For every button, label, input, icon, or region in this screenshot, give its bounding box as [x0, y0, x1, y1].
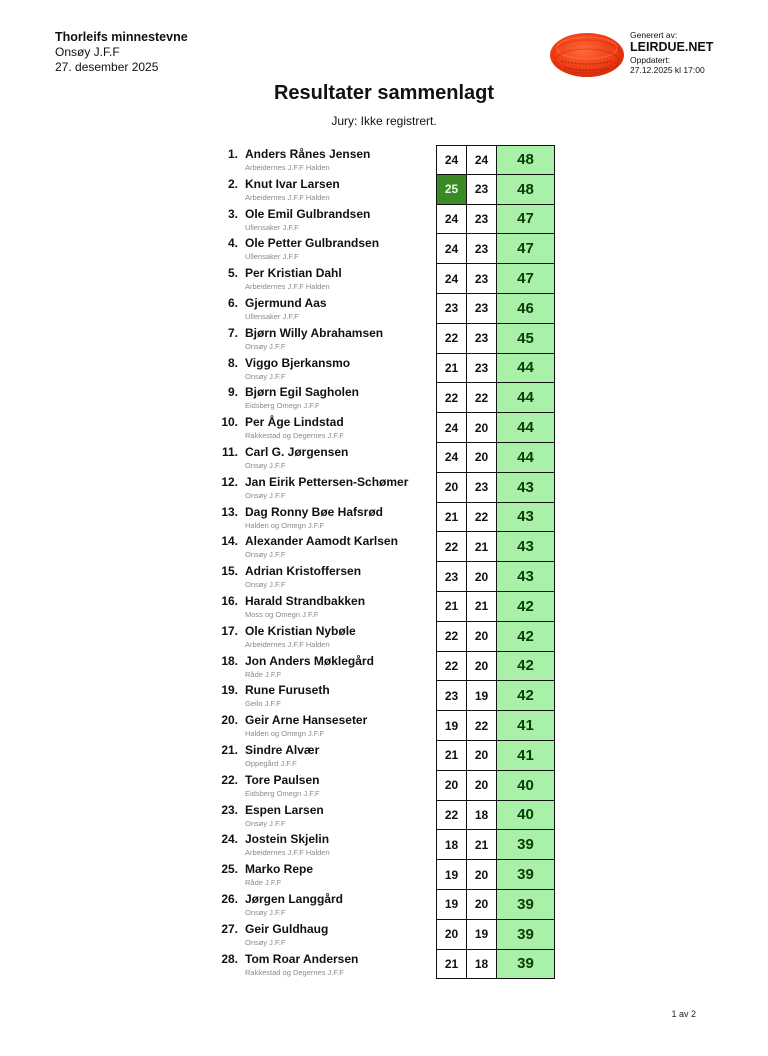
- event-header: [55, 30, 188, 75]
- shooter-name: Jostein Skjelin: [245, 832, 330, 847]
- score-cells: [436, 175, 555, 205]
- round-2-score: 23: [466, 264, 496, 294]
- shooter-name: Jon Anders Møklegård: [245, 653, 374, 668]
- total-score: 42: [496, 592, 555, 622]
- club-name: Rakkestad og Degernes J.F.F: [245, 967, 344, 977]
- rank: 8.: [227, 355, 238, 370]
- rank: 6.: [227, 295, 238, 310]
- round-2-score: 20: [466, 413, 496, 443]
- total-score: 39: [496, 890, 555, 920]
- round-2-score: 23: [466, 324, 496, 354]
- score-cells: [436, 771, 555, 801]
- shooter-name: Geir Guldhaug: [245, 921, 329, 936]
- score-cells: [436, 890, 555, 920]
- round-2-score: 20: [466, 860, 496, 890]
- total-score: 41: [496, 741, 555, 771]
- round-2-score: 18: [466, 950, 496, 980]
- rank: 24.: [221, 832, 238, 847]
- result-row: [216, 890, 556, 920]
- round-1-score: 25: [436, 175, 466, 205]
- club-name: Onsøy J.F.F: [245, 580, 286, 590]
- round-1-score: 21: [436, 503, 466, 533]
- rank: 5.: [227, 266, 238, 281]
- club-name: Arbeidernes J.F.F Halden: [245, 163, 330, 172]
- total-score: 43: [496, 562, 555, 592]
- round-2-score: 20: [466, 890, 496, 920]
- round-1-score: 20: [436, 771, 466, 801]
- generator-info: [630, 30, 713, 75]
- rank: 21.: [221, 742, 238, 757]
- shooter-name: Viggo Bjerkansmo: [245, 355, 351, 370]
- rank: 15.: [221, 564, 238, 579]
- round-2-score: 19: [466, 681, 496, 711]
- total-score: 47: [496, 264, 555, 294]
- event-date: 27. desember 2025: [55, 60, 159, 74]
- rank: 26.: [221, 891, 238, 906]
- club-name: Halden og Omegn J.F.F: [245, 729, 325, 739]
- round-1-score: 23: [436, 681, 466, 711]
- rank: 19.: [221, 683, 238, 698]
- club-name: Moss og Omegn J.F.F: [245, 609, 319, 619]
- total-score: 44: [496, 413, 555, 443]
- score-cells: [436, 830, 555, 860]
- round-1-score: 24: [436, 264, 466, 294]
- shooter-name: Harald Strandbakken: [245, 593, 366, 608]
- score-cells: [436, 711, 555, 741]
- rank: 25.: [221, 862, 238, 877]
- club-name: Arbeidernes J.F.F Halden: [245, 639, 330, 649]
- score-cells: [436, 205, 555, 235]
- score-cells: [436, 473, 555, 503]
- score-cells: [436, 264, 555, 294]
- club-name: Rakkestad og Degernes J.F.F: [245, 431, 344, 441]
- score-cells: [436, 652, 555, 682]
- result-row: [216, 324, 556, 354]
- shooter-name: Bjørn Egil Sagholen: [245, 385, 360, 400]
- rank: 13.: [221, 504, 238, 519]
- score-cells: [436, 950, 555, 980]
- total-score: 44: [496, 383, 555, 413]
- total-score: 39: [496, 920, 555, 950]
- result-row: [216, 950, 556, 980]
- club-name: Geilo J.F.F: [245, 699, 281, 709]
- shooter-name: Gjermund Aas: [245, 295, 327, 310]
- result-row: [216, 860, 556, 890]
- results-list: [216, 145, 556, 979]
- score-cells: [436, 443, 555, 473]
- result-row: [216, 205, 556, 235]
- club-name: Onsøy J.F.F: [245, 550, 286, 560]
- round-1-score: 23: [436, 294, 466, 324]
- club-name: Arbeidernes J.F.F Halden: [245, 192, 330, 202]
- result-row: [216, 443, 556, 473]
- club-name: Halden og Omegn J.F.F: [245, 520, 325, 530]
- score-cells: [436, 592, 555, 622]
- rank: 18.: [221, 653, 238, 668]
- shooter-name: Adrian Kristoffersen: [245, 564, 362, 579]
- score-cells: [436, 532, 555, 562]
- result-row: [216, 592, 556, 622]
- round-1-score: 22: [436, 622, 466, 652]
- result-row: [216, 741, 556, 771]
- round-1-score: 20: [436, 473, 466, 503]
- shooter-name: Jan Eirik Pettersen-Schømer: [245, 474, 409, 489]
- round-2-score: 23: [466, 294, 496, 324]
- round-1-score: 18: [436, 830, 466, 860]
- round-1-score: 24: [436, 413, 466, 443]
- shooter-name: Geir Arne Hanseseter: [245, 713, 368, 728]
- result-row: [216, 830, 556, 860]
- round-1-score: 21: [436, 354, 466, 384]
- round-2-score: 21: [466, 830, 496, 860]
- result-row: [216, 354, 556, 384]
- generated-by-label: Generert av:: [630, 30, 678, 40]
- score-cells: [436, 860, 555, 890]
- page-indicator: 1 av 2: [671, 1009, 696, 1019]
- clay-pigeon-logo-icon: [549, 31, 625, 79]
- shooter-name: Ole Kristian Nybøle: [245, 623, 356, 638]
- round-1-score: 24: [436, 443, 466, 473]
- shooter-name: Espen Larsen: [245, 802, 324, 817]
- result-row: [216, 145, 556, 175]
- club-name: Eidsberg Omegn J.F.F: [245, 788, 320, 798]
- round-2-score: 22: [466, 711, 496, 741]
- round-2-score: 20: [466, 652, 496, 682]
- shooter-name: Knut Ivar Larsen: [245, 176, 340, 191]
- club-name: Arbeidernes J.F.F Halden: [245, 282, 330, 292]
- result-row: [216, 920, 556, 950]
- shooter-name: Per Åge Lindstad: [245, 415, 344, 430]
- rank: 3.: [227, 206, 238, 221]
- round-1-score: 23: [436, 562, 466, 592]
- club-name: Onsøy J.F.F: [245, 341, 286, 351]
- total-score: 44: [496, 354, 555, 384]
- shooter-name: Alexander Aamodt Karlsen: [245, 534, 398, 549]
- score-cells: [436, 503, 555, 533]
- event-name: Thorleifs minnestevne: [55, 30, 188, 44]
- total-score: 39: [496, 950, 555, 980]
- updated-value: 27.12.2025 kl 17:00: [630, 65, 705, 75]
- rank: 17.: [221, 623, 238, 638]
- club-name: Onsøy J.F.F: [245, 490, 286, 500]
- round-2-score: 23: [466, 354, 496, 384]
- score-cells: [436, 920, 555, 950]
- club-name: Ullensaker J.F.F: [245, 222, 299, 232]
- rank: 11.: [221, 444, 238, 459]
- round-2-score: 20: [466, 622, 496, 652]
- round-1-score: 24: [436, 205, 466, 235]
- total-score: 45: [496, 324, 555, 354]
- result-row: [216, 175, 556, 205]
- rank: 10.: [221, 415, 238, 430]
- round-1-score: 19: [436, 711, 466, 741]
- club-name: Onsøy J.F.F: [245, 907, 286, 917]
- round-2-score: 21: [466, 532, 496, 562]
- round-1-score: 19: [436, 860, 466, 890]
- result-row: [216, 711, 556, 741]
- score-cells: [436, 383, 555, 413]
- round-2-score: 23: [466, 234, 496, 264]
- score-cells: [436, 741, 555, 771]
- rank: 7.: [227, 325, 238, 340]
- round-2-score: 20: [466, 741, 496, 771]
- score-cells: [436, 354, 555, 384]
- round-1-score: 24: [436, 145, 466, 175]
- round-2-score: 23: [466, 175, 496, 205]
- rank: 28.: [221, 951, 238, 966]
- shooter-name: Per Kristian Dahl: [245, 266, 342, 281]
- result-row: [216, 532, 556, 562]
- total-score: 43: [496, 503, 555, 533]
- total-score: 44: [496, 443, 555, 473]
- result-row: [216, 562, 556, 592]
- rank: 12.: [221, 474, 238, 489]
- rank: 16.: [221, 593, 238, 608]
- result-row: [216, 503, 556, 533]
- shooter-name: Dag Ronny Bøe Hafsrød: [245, 504, 384, 519]
- round-2-score: 23: [466, 473, 496, 503]
- rank: 20.: [221, 713, 238, 728]
- rank: 22.: [221, 772, 238, 787]
- rank: 14.: [221, 534, 238, 549]
- rank: 1.: [227, 147, 238, 161]
- club-name: Onsøy J.F.F: [245, 937, 286, 947]
- rank: 9.: [227, 385, 238, 400]
- score-cells: [436, 681, 555, 711]
- shooter-name: Sindre Alvær: [245, 742, 320, 757]
- score-cells: [436, 562, 555, 592]
- result-row: [216, 234, 556, 264]
- round-1-score: 21: [436, 950, 466, 980]
- score-cells: [436, 622, 555, 652]
- total-score: 47: [496, 234, 555, 264]
- round-2-score: 20: [466, 771, 496, 801]
- total-score: 47: [496, 205, 555, 235]
- total-score: 43: [496, 473, 555, 503]
- club-name: Arbeidernes J.F.F Halden: [245, 848, 330, 858]
- round-1-score: 22: [436, 383, 466, 413]
- score-cells: [436, 413, 555, 443]
- total-score: 40: [496, 801, 555, 831]
- shooter-name: Marko Repe: [245, 862, 314, 877]
- shooter-name: Rune Furuseth: [245, 683, 330, 698]
- club-name: Onsøy J.F.F: [245, 371, 286, 381]
- round-2-score: 22: [466, 383, 496, 413]
- result-row: [216, 264, 556, 294]
- round-1-score: 19: [436, 890, 466, 920]
- total-score: 41: [496, 711, 555, 741]
- round-1-score: 22: [436, 324, 466, 354]
- page-title: Resultater sammenlagt: [273, 82, 495, 104]
- round-1-score: 21: [436, 592, 466, 622]
- jury-info: Jury: Ikke registrert.: [331, 114, 437, 128]
- total-score: 48: [496, 145, 555, 175]
- result-row: [216, 681, 556, 711]
- result-row: [216, 771, 556, 801]
- shooter-name: Ole Emil Gulbrandsen: [245, 206, 371, 221]
- shooter-name: Tore Paulsen: [245, 772, 320, 787]
- total-score: 42: [496, 622, 555, 652]
- score-cells: [436, 324, 555, 354]
- score-cells: [436, 294, 555, 324]
- total-score: 39: [496, 830, 555, 860]
- round-2-score: 22: [466, 503, 496, 533]
- shooter-name: Carl G. Jørgensen: [245, 444, 349, 459]
- total-score: 48: [496, 175, 555, 205]
- score-cells: [436, 801, 555, 831]
- total-score: 42: [496, 681, 555, 711]
- club-name: Onsøy J.F.F: [245, 460, 286, 470]
- shooter-name: Jørgen Langgård: [245, 891, 344, 906]
- result-row: [216, 473, 556, 503]
- round-2-score: 19: [466, 920, 496, 950]
- rank: 27.: [221, 921, 238, 936]
- total-score: 42: [496, 652, 555, 682]
- round-2-score: 23: [466, 205, 496, 235]
- rank: 4.: [227, 236, 238, 251]
- result-row: [216, 294, 556, 324]
- club-name: Oppegård J.F.F: [245, 758, 297, 768]
- club-name: Ullensaker J.F.F: [245, 311, 299, 321]
- shooter-name: Bjørn Willy Abrahamsen: [245, 325, 384, 340]
- round-1-score: 24: [436, 234, 466, 264]
- shooter-name: Ole Petter Gulbrandsen: [245, 236, 380, 251]
- result-row: [216, 801, 556, 831]
- round-2-score: 20: [466, 562, 496, 592]
- club-name: Råde J.F.F: [245, 878, 282, 888]
- brand-name: LEIRDUE.NET: [630, 40, 714, 54]
- round-1-score: 22: [436, 801, 466, 831]
- updated-label: Oppdatert:: [630, 55, 671, 65]
- total-score: 39: [496, 860, 555, 890]
- rank: 23.: [221, 802, 238, 817]
- round-1-score: 22: [436, 532, 466, 562]
- score-cells: [436, 234, 555, 264]
- round-1-score: 20: [436, 920, 466, 950]
- result-row: [216, 383, 556, 413]
- rank: 2.: [227, 176, 238, 191]
- score-cells: [436, 145, 555, 175]
- total-score: 40: [496, 771, 555, 801]
- total-score: 43: [496, 532, 555, 562]
- round-2-score: 18: [466, 801, 496, 831]
- club-name: Eidsberg Omegn J.F.F: [245, 401, 320, 411]
- club-name: Onsøy J.F.F: [245, 818, 286, 828]
- round-2-score: 20: [466, 443, 496, 473]
- result-row: [216, 622, 556, 652]
- organizer: Onsøy J.F.F: [55, 45, 120, 59]
- result-row: [216, 652, 556, 682]
- total-score: 46: [496, 294, 555, 324]
- round-2-score: 21: [466, 592, 496, 622]
- result-row: [216, 413, 556, 443]
- shooter-name: Anders Rånes Jensen: [245, 147, 371, 161]
- club-name: Råde J.F.F: [245, 669, 282, 679]
- round-2-score: 24: [466, 145, 496, 175]
- shooter-name: Tom Roar Andersen: [245, 951, 359, 966]
- club-name: Ullensaker J.F.F: [245, 252, 299, 262]
- round-1-score: 21: [436, 741, 466, 771]
- round-1-score: 22: [436, 652, 466, 682]
